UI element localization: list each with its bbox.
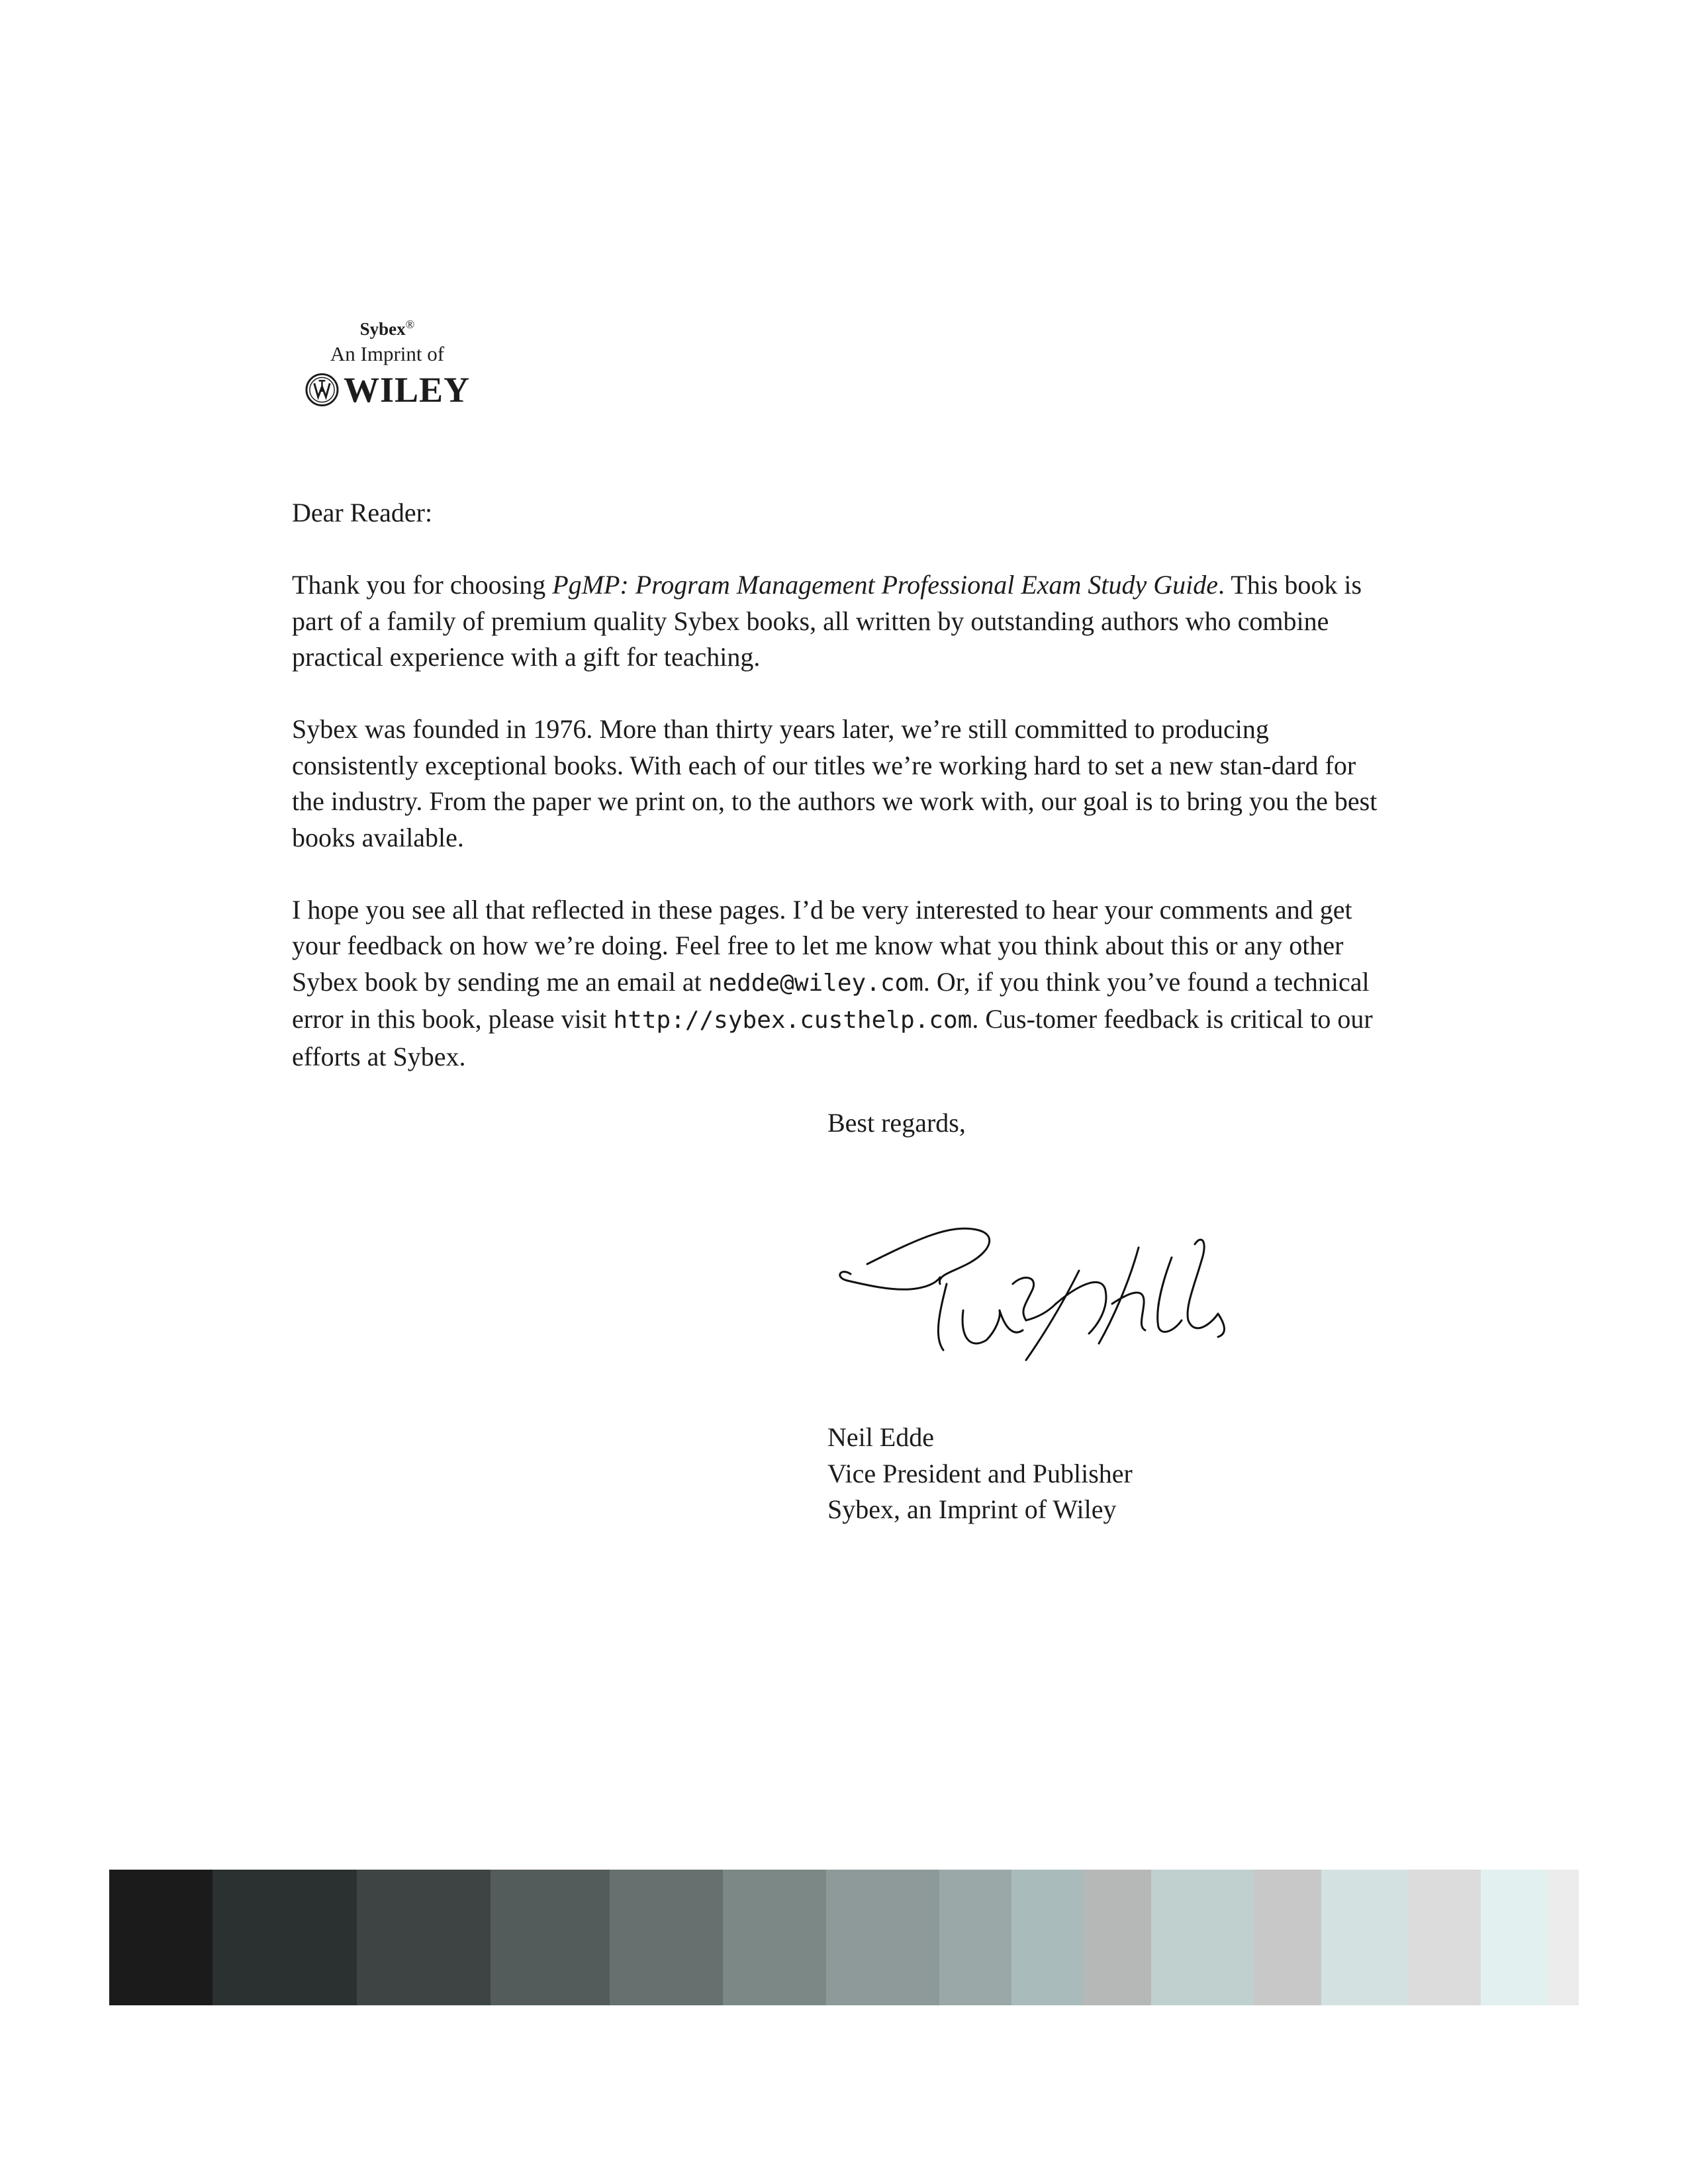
feedback-text-b: . Or, if you think you’ve found a technical error in this book, please visit — [292, 966, 1370, 1034]
grayscale-calibration-strip — [109, 1870, 1579, 2005]
wiley-wordmark — [305, 371, 470, 409]
salutation: Dear Reader: — [292, 498, 433, 527]
gray-patch — [1151, 1870, 1254, 2005]
gray-patch — [1409, 1870, 1481, 2005]
gray-patch — [491, 1870, 609, 2005]
book-title: PgMP: Program Management Professional Exam Study Guide — [552, 570, 1219, 600]
gray-patch — [1548, 1870, 1579, 2005]
registered-mark: ® — [405, 318, 415, 331]
email-address: nedde@wiley.com — [708, 969, 923, 997]
feedback-text-a: I hope you see all that reflected in these pages. I’d be very interested to hear your comments and get your feedback on how we’re doing. Feel free to let me know what you think about this or any other Sybex book by sending me an email at — [292, 894, 1352, 997]
gray-patch — [357, 1870, 491, 2005]
gray-patch — [826, 1870, 939, 2005]
logo-brand — [305, 318, 470, 340]
handwritten-signature — [827, 1211, 1331, 1383]
gray-patch — [1084, 1870, 1150, 2005]
gray-patch — [109, 1870, 212, 2005]
gray-patch — [1481, 1870, 1548, 2005]
gray-patch — [1011, 1870, 1084, 2005]
logo-publisher-name: WILEY — [343, 370, 470, 410]
letter-body — [292, 495, 1378, 1111]
gray-patch — [610, 1870, 723, 2005]
gray-patch — [939, 1870, 1011, 2005]
paragraph-history: Sybex was founded in 1976. More than thirty years later, we’re still committed to producing consistently exceptional books. With each of our titles we’re working hard to set a new stan-dard for the industry. From the paper we print on, to the authors we work with, our goal is to bring you the best books available. — [292, 714, 1378, 852]
gray-patch — [1321, 1870, 1409, 2005]
support-url: http://sybex.custhelp.com — [613, 1007, 972, 1034]
signer-title: Vice President and Publisher — [827, 1458, 1133, 1488]
gray-patch — [1254, 1870, 1321, 2005]
paragraph-intro — [292, 567, 1378, 676]
intro-text-start: Thank you for choosing — [292, 570, 553, 600]
gray-patch — [723, 1870, 826, 2005]
signer-name: Neil Edde — [827, 1422, 935, 1452]
closing-line: Best regards, — [827, 1108, 966, 1138]
logo-brand-name: Sybex — [359, 319, 406, 339]
publisher-logo — [305, 318, 470, 409]
gray-patch — [212, 1870, 357, 2005]
signer-company: Sybex, an Imprint of Wiley — [827, 1494, 1117, 1524]
feedback-text-c: . Cus-tomer feedback is critical to our efforts at Sybex. — [292, 1004, 1373, 1071]
paragraph-feedback — [292, 892, 1378, 1075]
logo-imprint-line: An Imprint of — [330, 342, 445, 365]
intro-text-end: . This book is part of a family of premium quality Sybex books, all written by outstanding authors who combine practical experience with a gift for teaching. — [292, 570, 1362, 672]
signature-block — [827, 1420, 1133, 1528]
wiley-seal-icon — [305, 372, 340, 408]
